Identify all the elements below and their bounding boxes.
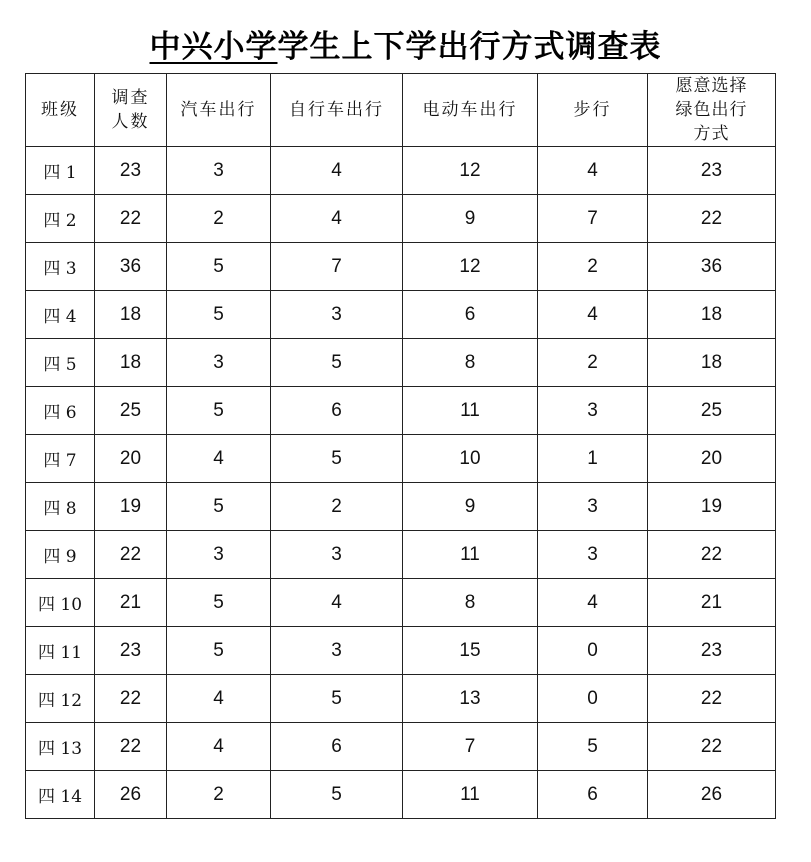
cell-class: 四 3 xyxy=(26,243,95,291)
cell-walk: 4 xyxy=(538,579,648,627)
cell-green: 22 xyxy=(648,675,776,723)
cell-ebike: 12 xyxy=(403,147,538,195)
cell-bike: 5 xyxy=(271,771,403,819)
cell-class: 四 5 xyxy=(26,339,95,387)
cell-walk: 6 xyxy=(538,771,648,819)
cell-surveyed: 36 xyxy=(95,243,167,291)
cell-green: 19 xyxy=(648,483,776,531)
cell-bike: 7 xyxy=(271,243,403,291)
cell-bike: 2 xyxy=(271,483,403,531)
cell-class: 四 11 xyxy=(26,627,95,675)
cell-surveyed: 22 xyxy=(95,531,167,579)
cell-green: 22 xyxy=(648,195,776,243)
cell-bike: 4 xyxy=(271,579,403,627)
header-bike: 自行车出行 xyxy=(271,74,403,147)
cell-car: 4 xyxy=(167,675,271,723)
cell-car: 4 xyxy=(167,435,271,483)
cell-surveyed: 22 xyxy=(95,195,167,243)
cell-ebike: 8 xyxy=(403,339,538,387)
page-title xyxy=(150,26,662,68)
header-green xyxy=(648,74,776,147)
header-green-label: 愿意选择绿色出行方式 xyxy=(675,76,748,144)
table-row xyxy=(26,627,776,675)
cell-class: 四 12 xyxy=(26,675,95,723)
survey-table xyxy=(25,73,776,819)
cell-surveyed: 23 xyxy=(95,627,167,675)
cell-surveyed: 18 xyxy=(95,291,167,339)
cell-class: 四 10 xyxy=(26,579,95,627)
cell-surveyed: 21 xyxy=(95,579,167,627)
cell-walk: 2 xyxy=(538,339,648,387)
cell-bike: 5 xyxy=(271,675,403,723)
cell-class: 四 13 xyxy=(26,723,95,771)
cell-ebike: 6 xyxy=(403,291,538,339)
cell-walk: 7 xyxy=(538,195,648,243)
cell-ebike: 7 xyxy=(403,723,538,771)
table-row xyxy=(26,723,776,771)
cell-class: 四 1 xyxy=(26,147,95,195)
cell-ebike: 13 xyxy=(403,675,538,723)
cell-ebike: 10 xyxy=(403,435,538,483)
header-surveyed-label: 调查人数 xyxy=(111,88,150,132)
cell-walk: 3 xyxy=(538,531,648,579)
cell-bike: 4 xyxy=(271,195,403,243)
cell-bike: 6 xyxy=(271,723,403,771)
cell-car: 5 xyxy=(167,291,271,339)
cell-walk: 4 xyxy=(538,147,648,195)
cell-bike: 4 xyxy=(271,147,403,195)
table-row xyxy=(26,243,776,291)
cell-walk: 0 xyxy=(538,675,648,723)
title-bar xyxy=(0,26,811,68)
table-row xyxy=(26,531,776,579)
cell-walk: 4 xyxy=(538,291,648,339)
cell-class: 四 9 xyxy=(26,531,95,579)
cell-car: 3 xyxy=(167,147,271,195)
cell-ebike: 11 xyxy=(403,531,538,579)
cell-green: 36 xyxy=(648,243,776,291)
cell-ebike: 15 xyxy=(403,627,538,675)
cell-green: 26 xyxy=(648,771,776,819)
cell-bike: 5 xyxy=(271,435,403,483)
table-row xyxy=(26,483,776,531)
page-title-rest: 学生上下学出行方式调查表 xyxy=(277,29,662,65)
cell-car: 5 xyxy=(167,243,271,291)
cell-car: 5 xyxy=(167,627,271,675)
table-row xyxy=(26,339,776,387)
cell-ebike: 11 xyxy=(403,771,538,819)
table-row xyxy=(26,291,776,339)
header-row xyxy=(26,74,776,147)
cell-ebike: 11 xyxy=(403,387,538,435)
cell-green: 22 xyxy=(648,723,776,771)
cell-ebike: 9 xyxy=(403,195,538,243)
cell-bike: 3 xyxy=(271,291,403,339)
page-title-school: 中兴小学 xyxy=(149,29,278,65)
cell-green: 23 xyxy=(648,147,776,195)
cell-walk: 1 xyxy=(538,435,648,483)
table-row xyxy=(26,387,776,435)
cell-surveyed: 23 xyxy=(95,147,167,195)
cell-ebike: 9 xyxy=(403,483,538,531)
cell-surveyed: 20 xyxy=(95,435,167,483)
cell-bike: 3 xyxy=(271,627,403,675)
cell-car: 3 xyxy=(167,339,271,387)
cell-car: 3 xyxy=(167,531,271,579)
header-ebike: 电动车出行 xyxy=(403,74,538,147)
cell-surveyed: 19 xyxy=(95,483,167,531)
cell-car: 5 xyxy=(167,579,271,627)
table-row xyxy=(26,579,776,627)
cell-class: 四 14 xyxy=(26,771,95,819)
header-class: 班级 xyxy=(26,74,95,147)
header-surveyed xyxy=(95,74,167,147)
cell-walk: 0 xyxy=(538,627,648,675)
cell-green: 21 xyxy=(648,579,776,627)
table-row xyxy=(26,147,776,195)
table-body xyxy=(26,147,776,819)
cell-class: 四 2 xyxy=(26,195,95,243)
cell-green: 25 xyxy=(648,387,776,435)
cell-car: 2 xyxy=(167,195,271,243)
cell-green: 20 xyxy=(648,435,776,483)
cell-ebike: 8 xyxy=(403,579,538,627)
table-row xyxy=(26,435,776,483)
cell-walk: 5 xyxy=(538,723,648,771)
cell-class: 四 4 xyxy=(26,291,95,339)
cell-bike: 5 xyxy=(271,339,403,387)
cell-surveyed: 25 xyxy=(95,387,167,435)
header-walk: 步行 xyxy=(538,74,648,147)
cell-surveyed: 18 xyxy=(95,339,167,387)
cell-car: 2 xyxy=(167,771,271,819)
cell-surveyed: 26 xyxy=(95,771,167,819)
cell-bike: 3 xyxy=(271,531,403,579)
cell-green: 18 xyxy=(648,291,776,339)
cell-bike: 6 xyxy=(271,387,403,435)
header-car: 汽车出行 xyxy=(167,74,271,147)
table-row xyxy=(26,195,776,243)
cell-car: 5 xyxy=(167,483,271,531)
cell-surveyed: 22 xyxy=(95,723,167,771)
cell-green: 18 xyxy=(648,339,776,387)
cell-green: 23 xyxy=(648,627,776,675)
cell-class: 四 8 xyxy=(26,483,95,531)
cell-ebike: 12 xyxy=(403,243,538,291)
cell-walk: 2 xyxy=(538,243,648,291)
cell-walk: 3 xyxy=(538,387,648,435)
cell-green: 22 xyxy=(648,531,776,579)
table-row xyxy=(26,675,776,723)
cell-class: 四 7 xyxy=(26,435,95,483)
cell-car: 5 xyxy=(167,387,271,435)
cell-walk: 3 xyxy=(538,483,648,531)
cell-surveyed: 22 xyxy=(95,675,167,723)
cell-car: 4 xyxy=(167,723,271,771)
table-row xyxy=(26,771,776,819)
cell-class: 四 6 xyxy=(26,387,95,435)
